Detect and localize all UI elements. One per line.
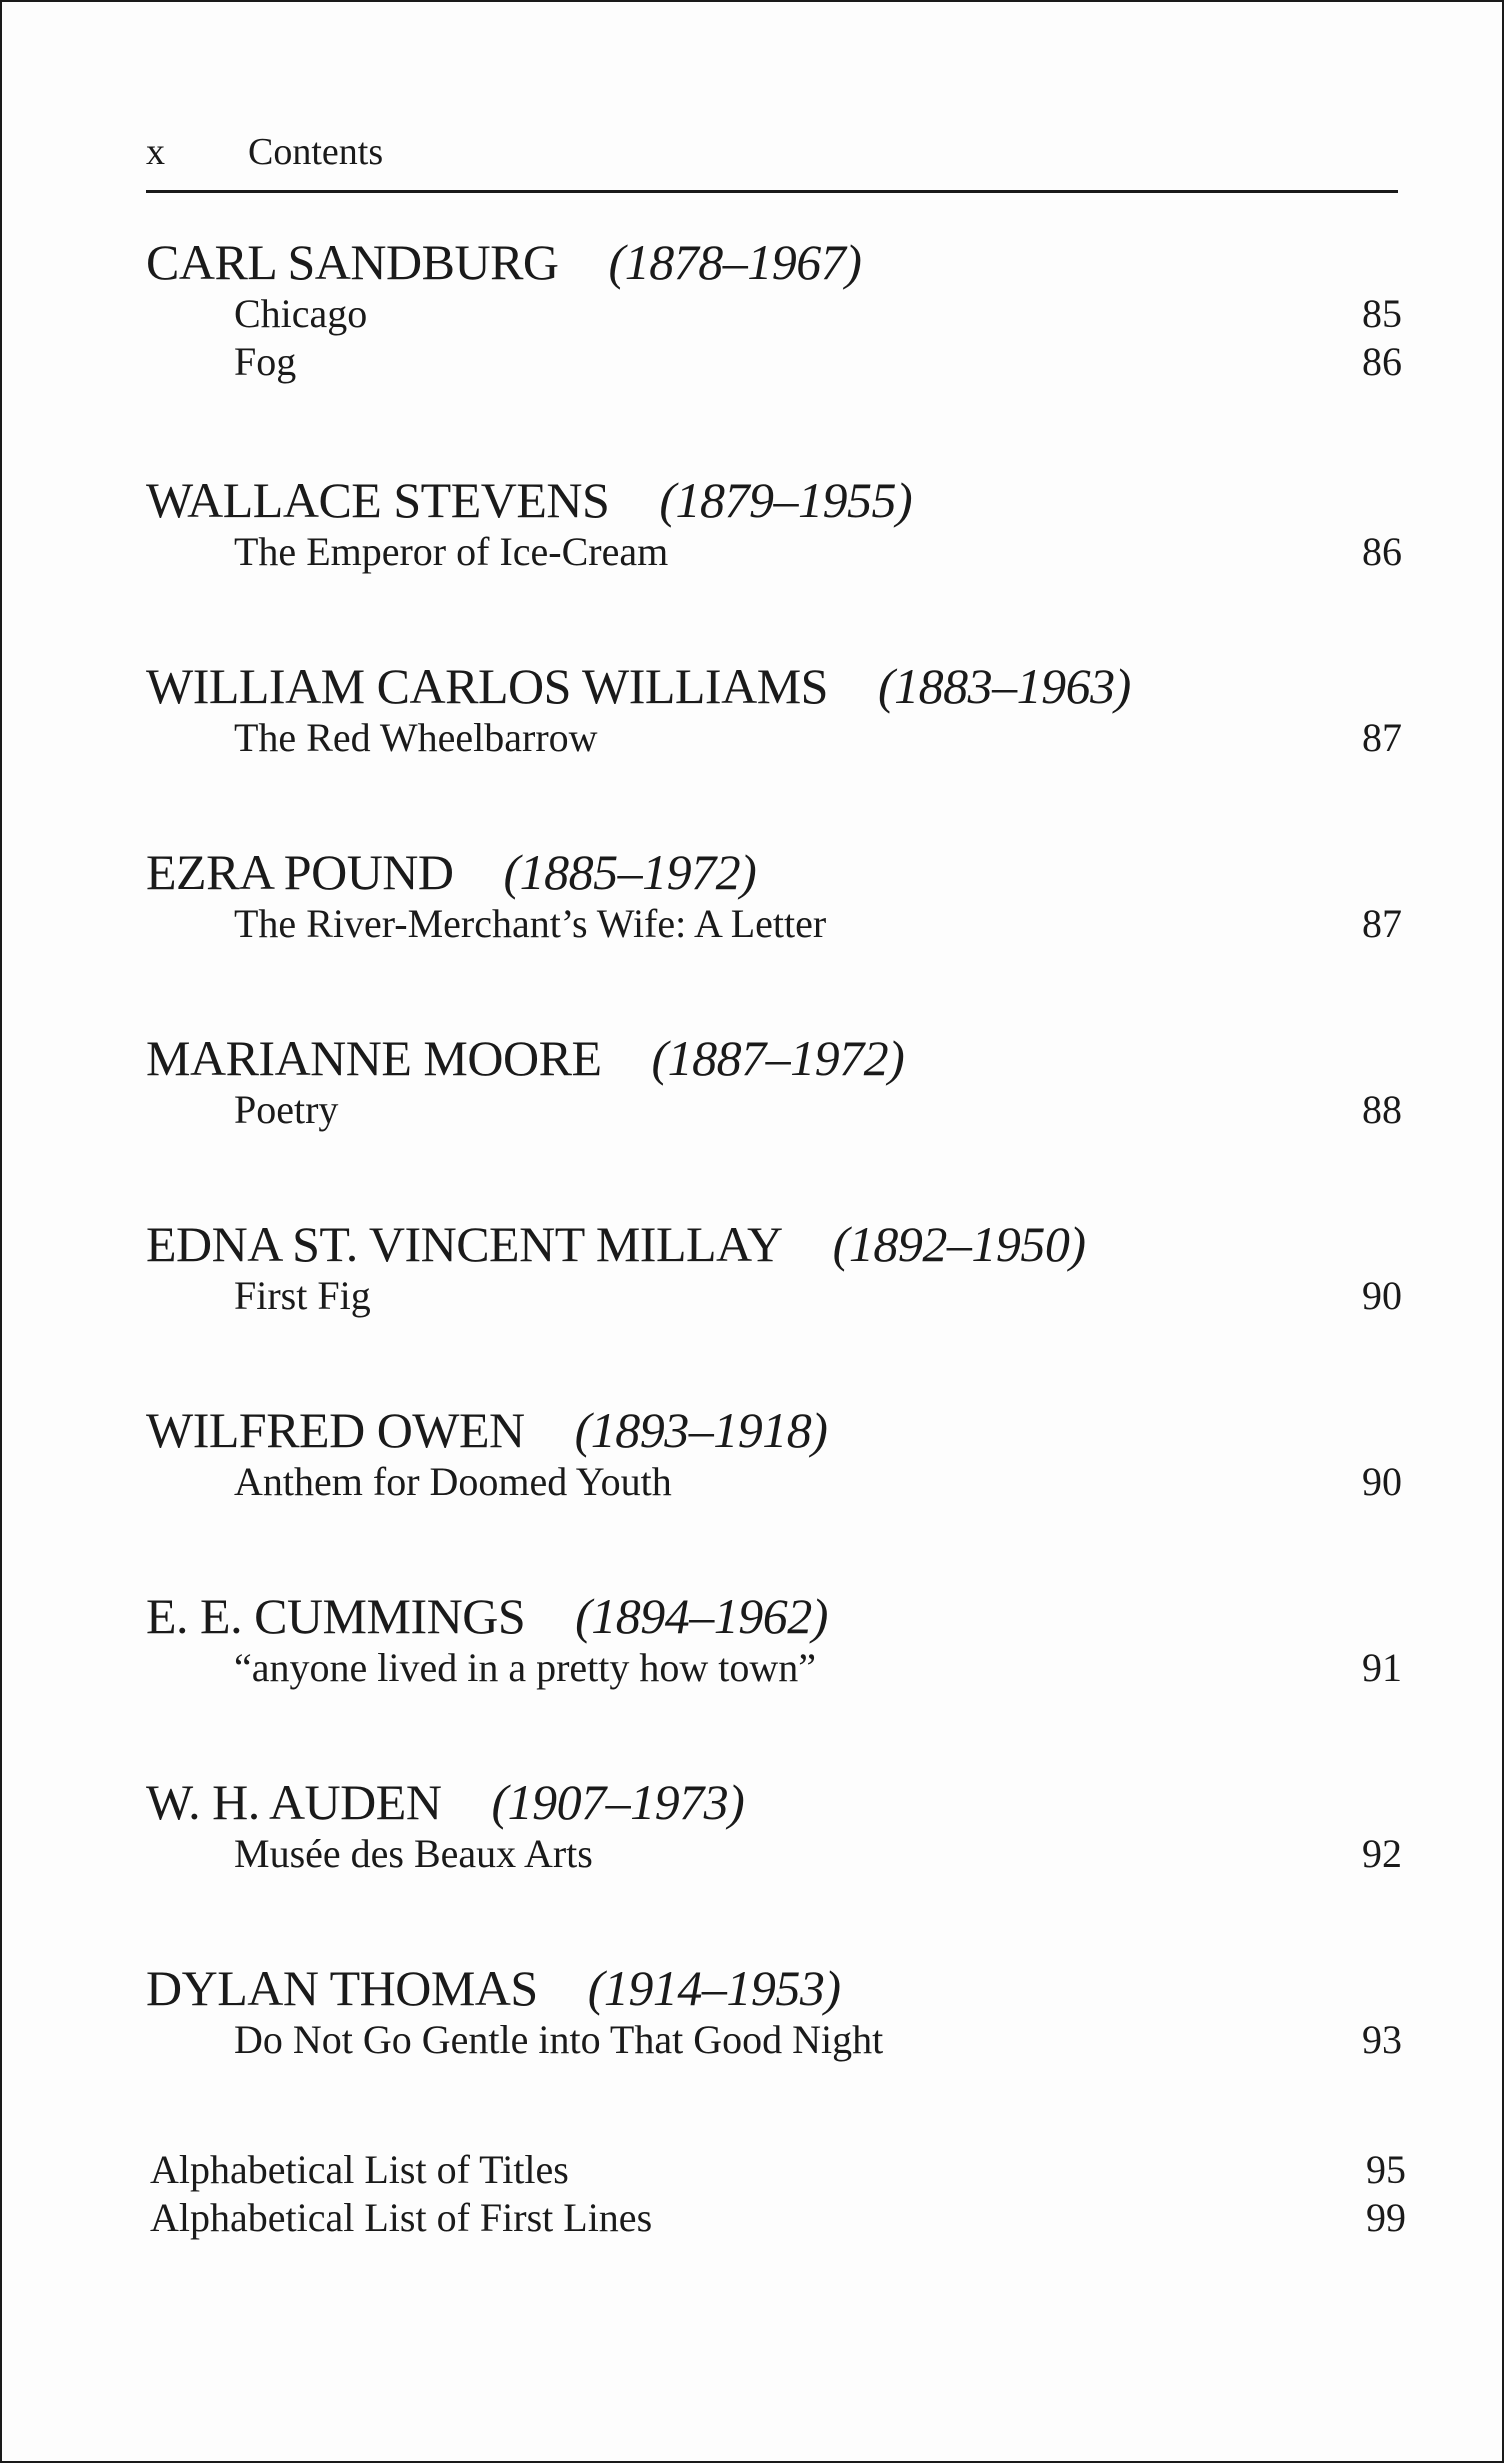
poet-heading [146,1030,1402,1086]
poem-title: Musée des Beaux Arts [234,1831,593,1876]
poet-dates: (1892–1950) [832,1216,1086,1272]
poet-heading [146,1960,1402,2016]
poem-title: The Emperor of Ice-Cream [234,529,669,574]
poem-row[interactable] [146,900,1402,948]
running-title: Contents [248,131,384,173]
poem-row[interactable] [146,1086,1402,1134]
poet-heading [146,1774,1402,1830]
page-number: 86 [1362,339,1402,384]
poem-row[interactable] [146,714,1402,762]
poet-heading [146,658,1402,714]
poet-dates: (1879–1955) [659,472,913,528]
page-number: 85 [1362,291,1402,336]
poet-heading [146,1402,1402,1458]
poem-title: Anthem for Doomed Youth [234,1459,672,1504]
page-number: 86 [1362,529,1402,574]
poet-name: EZRA POUND [146,844,454,900]
toc-entry [146,472,1402,576]
poem-title: Poetry [234,1087,339,1132]
poem-row[interactable] [146,1830,1402,1878]
poem-row[interactable] [146,2016,1402,2064]
poet-name: CARL SANDBURG [146,234,559,290]
toc-entry [146,1588,1402,1692]
poet-dates: (1893–1918) [574,1402,828,1458]
poet-dates: (1914–1953) [587,1960,841,2016]
poet-dates: (1878–1967) [608,234,862,290]
poet-name: WILFRED OWEN [146,1402,525,1458]
poem-row[interactable] [146,338,1402,386]
poet-name: WALLACE STEVENS [146,472,610,528]
back-matter-row[interactable] [150,2194,1406,2242]
toc-entry [146,1960,1402,2064]
poet-name: W. H. AUDEN [146,1774,442,1830]
toc-entry [146,1216,1402,1320]
poet-heading [146,234,1402,290]
page-number: 93 [1362,2017,1402,2062]
poet-name: EDNA ST. VINCENT MILLAY [146,1216,783,1272]
poet-heading [146,472,1402,528]
poem-title: Chicago [234,291,368,336]
poet-name: MARIANNE MOORE [146,1030,602,1086]
page-number: 87 [1362,715,1402,760]
poet-name: E. E. CUMMINGS [146,1588,526,1644]
poet-heading [146,1216,1402,1272]
poem-row[interactable] [146,1458,1402,1506]
toc-entry [146,844,1402,948]
page-number: 90 [1362,1273,1402,1318]
poem-row[interactable] [146,1272,1402,1320]
poet-dates: (1907–1973) [491,1774,745,1830]
page-number: 88 [1362,1087,1402,1132]
poem-row[interactable] [146,290,1402,338]
back-matter-row[interactable] [150,2146,1406,2194]
page-number: 95 [1366,2147,1406,2192]
page-number: 92 [1362,1831,1402,1876]
page-folio: x [146,131,165,173]
poet-dates: (1883–1963) [877,658,1131,714]
page-number: 87 [1362,901,1402,946]
poet-heading [146,1588,1402,1644]
poet-name: DYLAN THOMAS [146,1960,538,2016]
poem-title: Do Not Go Gentle into That Good Night [234,2017,884,2062]
page-number: 90 [1362,1459,1402,1504]
poet-dates: (1887–1972) [651,1030,905,1086]
toc-entry [146,1402,1402,1506]
poet-dates: (1894–1962) [575,1588,828,1644]
poem-row[interactable] [146,1644,1402,1692]
poet-heading [146,844,1402,900]
poem-title: Fog [234,339,297,384]
poet-name: WILLIAM CARLOS WILLIAMS [146,658,828,714]
poem-title: First Fig [234,1273,371,1318]
back-matter-title: Alphabetical List of First Lines [150,2195,653,2240]
toc-entry [146,1030,1402,1134]
page-number: 91 [1362,1645,1402,1690]
poem-title: “anyone lived in a pretty how town” [234,1645,817,1690]
back-matter-title: Alphabetical List of Titles [150,2147,569,2192]
page-number: 99 [1366,2195,1406,2240]
poem-title: The River-Merchant’s Wife: A Letter [234,901,827,946]
poet-dates: (1885–1972) [503,844,757,900]
toc-entry [146,1774,1402,1878]
poem-title: The Red Wheelbarrow [234,715,598,760]
toc-entry [146,658,1402,762]
toc-entry [146,234,1402,386]
running-head [146,130,1398,193]
poem-row[interactable] [146,528,1402,576]
